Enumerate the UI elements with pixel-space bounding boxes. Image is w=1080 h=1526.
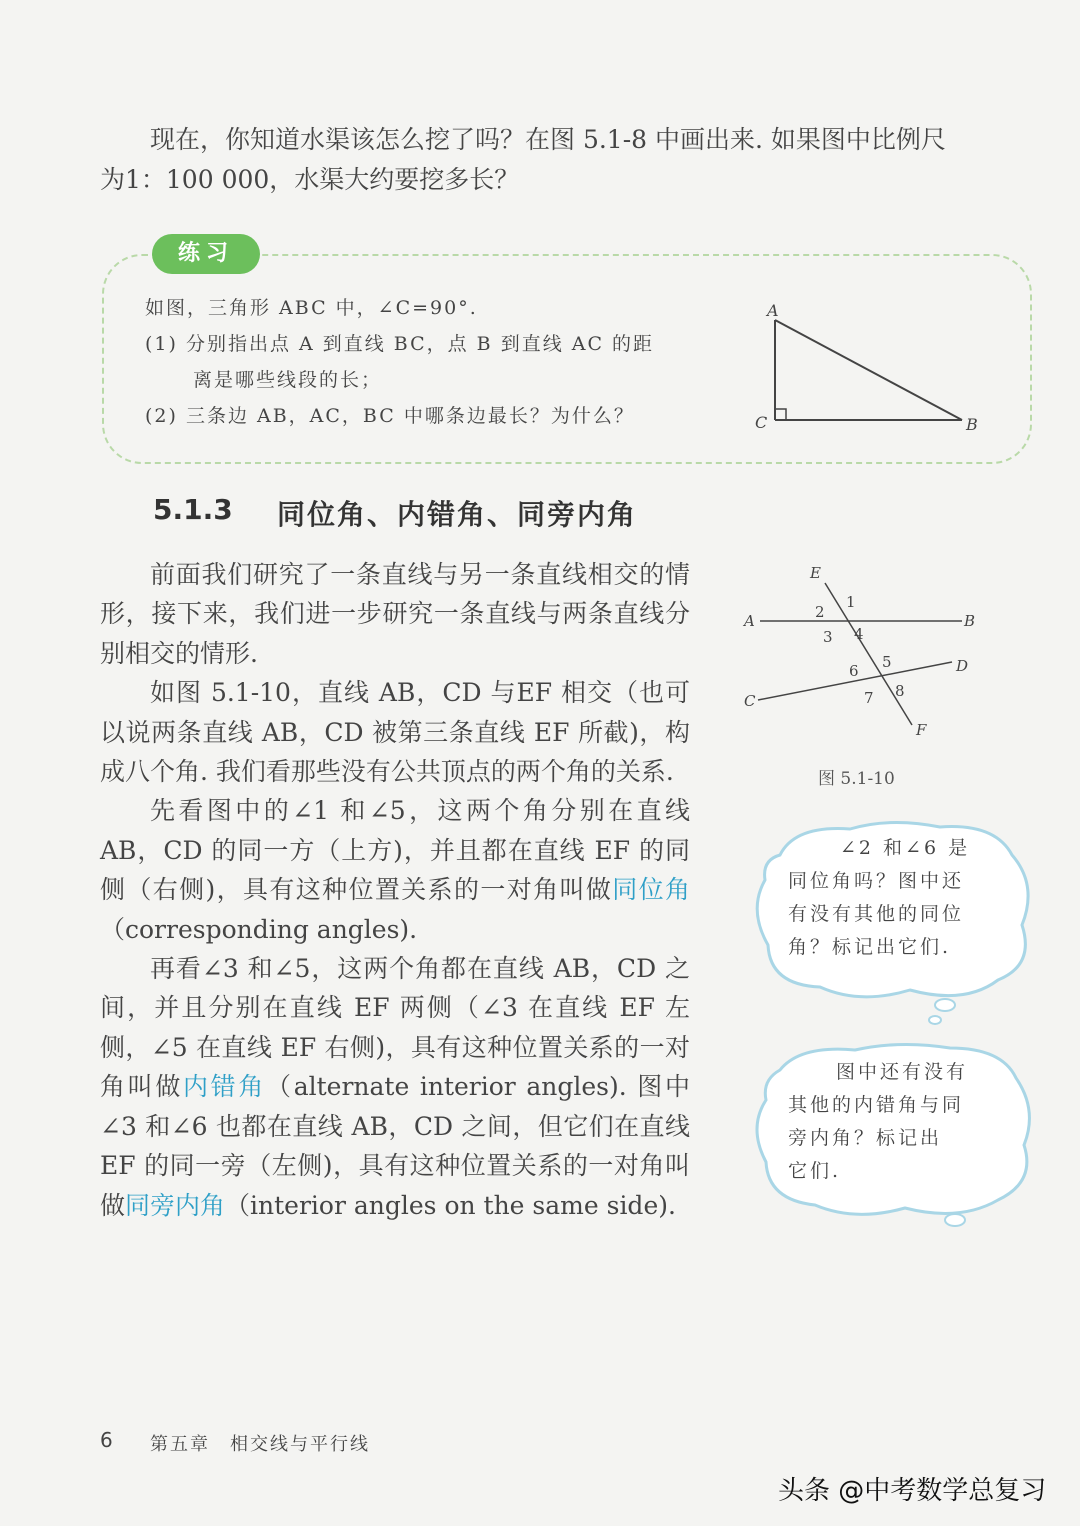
right-angle-mark <box>775 409 786 420</box>
cloud-1-bubble-large <box>935 999 955 1011</box>
intro-line-2: 为1：100 000，水渠大约要挖多长？ <box>100 165 520 194</box>
angle-label-1: 1 <box>846 593 856 611</box>
p3-text: 先看图中的∠1 和∠5，这两个角分别在直线 AB，CD 的同一方（上方)，并且都在直线 EF 的同侧（右侧)，具有这种位置关系的一对角叫做 <box>100 796 690 905</box>
angle-label-8: 8 <box>895 682 905 700</box>
vertex-label-a: A <box>767 301 779 320</box>
intro-paragraph <box>100 120 1040 200</box>
exercise-tag: 练习 <box>152 234 260 274</box>
exercise-q1-line1: (1) 分别指出点 A 到直线 BC，点 B 到直线 AC 的距 <box>145 333 655 355</box>
triangle-figure <box>740 290 1000 450</box>
term-alternate-interior-angles: 内错角 <box>183 1072 267 1102</box>
p4-english: （interior angles on the same side). <box>225 1190 676 1220</box>
cloud-1-line-1: ∠2 和∠6 是 <box>840 837 971 859</box>
figure-caption: 图 5.1-10 <box>818 769 895 789</box>
angle-label-3: 3 <box>823 628 833 646</box>
body-paragraph-4 <box>100 949 690 1225</box>
cloud-1-line-4: 角？标记出它们. <box>788 936 952 958</box>
cloud-1-line-2: 同位角吗？图中还 <box>788 870 965 892</box>
vertex-label-b: B <box>966 415 978 434</box>
angle-label-4: 4 <box>854 625 864 643</box>
section-title: 同位角、内错角、同旁内角 <box>277 498 638 531</box>
label-b: B <box>964 612 976 630</box>
cloud-2-bubble <box>945 1214 965 1226</box>
triangle-side-ab <box>775 320 962 420</box>
term-corresponding-angles: 同位角 <box>612 875 690 905</box>
label-e: E <box>810 564 821 582</box>
p3-english: （corresponding angles). <box>100 914 418 944</box>
label-d: D <box>956 657 969 675</box>
section-number: 5.1.3 <box>153 493 233 526</box>
exercise-q1-line2: 离是哪些线段的长； <box>193 369 383 391</box>
body-paragraph-1: 前面我们研究了一条直线与另一条直线相交的情形，接下来，我们进一步研究一条直线与两条直线分别相交的情形. <box>100 560 690 668</box>
body-paragraph-3 <box>100 791 690 949</box>
angle-label-5: 5 <box>882 653 892 671</box>
cloud-2-line-2: 其他的内错角与同 <box>788 1094 965 1116</box>
label-a: A <box>744 612 755 630</box>
intro-line-1: 现在，你知道水渠该怎么挖了吗？在图 5.1-8 中画出来. 如果图中比例尺 <box>150 125 946 154</box>
angle-label-6: 6 <box>849 662 859 680</box>
label-c: C <box>744 692 756 710</box>
cloud-2-line-3: 旁内角？标记出 <box>788 1127 943 1149</box>
p4-text: 再看∠3 和∠5，这两个角都在直线 AB，CD 之间，并且分别在直线 EF 两侧（∠3 在直线 EF 左侧，∠5 在直线 EF 右侧)，具有这种位置关系的一对角叫做 <box>100 954 690 1102</box>
cloud-2-line-1: 图中还有没有 <box>836 1061 969 1083</box>
label-f: F <box>916 721 927 739</box>
cloud-1-line-3: 有没有其他的同位 <box>788 903 965 925</box>
exercise-q2: (2) 三条边 AB，AC，BC 中哪条边最长？为什么？ <box>145 405 635 427</box>
angle-label-7: 7 <box>864 689 874 707</box>
term-interior-angles-same-side: 同旁内角 <box>125 1190 226 1220</box>
body-text <box>100 555 690 1225</box>
cloud-2-line-4: 它们. <box>788 1160 842 1182</box>
cloud-1-bubble-small <box>929 1016 941 1024</box>
angle-label-2: 2 <box>815 603 825 621</box>
body-paragraph-2: 如图 5.1-10，直线 AB，CD 与EF 相交（也可以说两条直线 AB，CD 被第三条直线 EF 所截)，构成八个角. 我们看那些没有公共顶点的两个角的关系. <box>100 678 690 787</box>
transversal-figure <box>730 555 1000 755</box>
p4-middle: （alternate interior angles). 图中∠3 和∠6 也都在直线 AB，CD 之间，但它们在直线 EF 的同一旁（左侧)，具有这种位置关系的一对角叫做 <box>100 1072 690 1220</box>
chapter-title: 第五章 相交线与平行线 <box>150 1434 370 1455</box>
watermark: 头条 @中考数学总复习 <box>778 1476 1047 1506</box>
page-number: 6 <box>100 1428 113 1452</box>
vertex-label-c: C <box>755 413 768 432</box>
exercise-question: 如图，三角形 ABC 中，∠C=90°. <box>145 297 478 319</box>
